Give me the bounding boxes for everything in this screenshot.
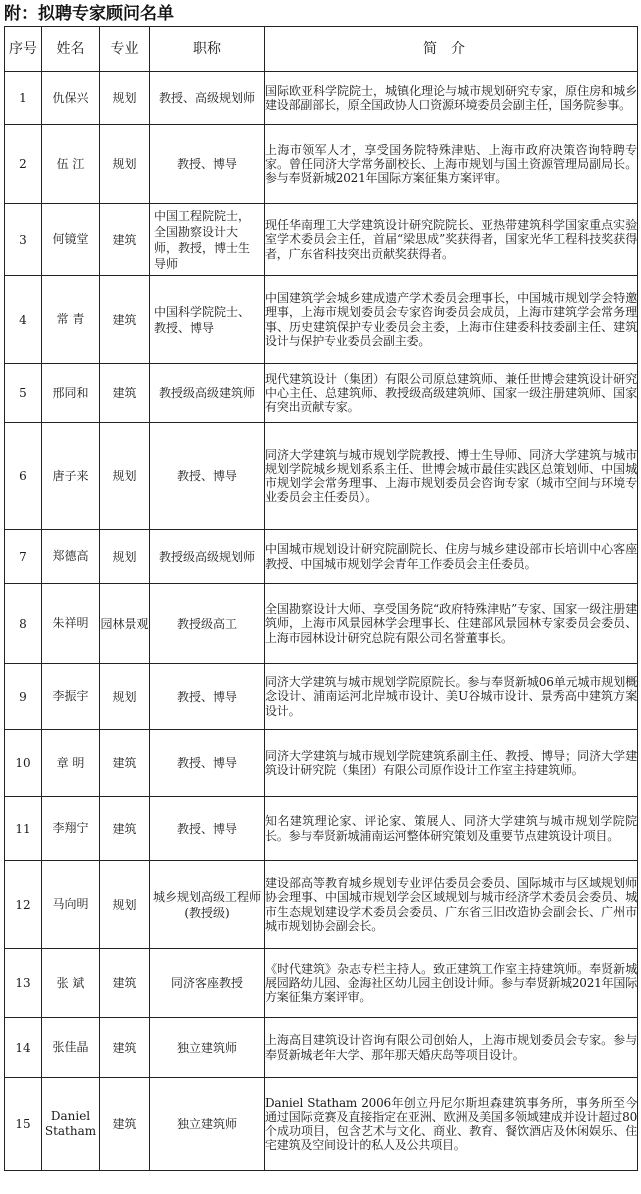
row-major: 建筑: [100, 797, 150, 861]
row-no: 15: [5, 1078, 42, 1171]
row-no: 1: [5, 72, 42, 125]
row-name: 朱祥明: [42, 584, 100, 664]
row-major: 建筑: [100, 1018, 150, 1078]
row-name: 仇保兴: [42, 72, 100, 125]
row-bio: 建设部高等教育城乡规划专业评估委员会委员、国际城市与区域规划师协会理事、中国城市规划学会区域规划与城市经济学术委员会委员、城市生态规划建设学术委员会委员、广东省三旧改造协会副会长、广州市城市规划协会副会长。: [265, 861, 638, 949]
row-title: 教授、博导: [150, 664, 265, 730]
row-name: 章 明: [42, 730, 100, 797]
row-name: 李翔宁: [42, 797, 100, 861]
row-major: 建筑: [100, 730, 150, 797]
table-row: [5, 72, 638, 125]
row-name: 伍 江: [42, 125, 100, 204]
row-title: 教授、高级规划师: [150, 72, 265, 125]
row-no: 6: [5, 423, 42, 530]
row-major: 规划: [100, 664, 150, 730]
row-major: 规划: [100, 125, 150, 204]
table-row: [5, 664, 638, 730]
table-header-row: [5, 27, 638, 72]
row-bio: 知名建筑理论家、评论家、策展人、同济大学建筑与城市规划学院院长。参与奉贤新城浦南运河整体研究策划及重要节点建筑设计项目。: [265, 797, 638, 861]
row-title: 独立建筑师: [150, 1078, 265, 1171]
header-name: 姓名: [42, 27, 100, 72]
row-name: 张佳晶: [42, 1018, 100, 1078]
row-bio: 国际欧亚科学院院士，城镇化理论与城市规划研究专家，原住房和城乡建设部副部长，原全国政协人口资源环境委员会副主任，国务院参事。: [265, 72, 638, 125]
row-title: 城乡规划高级工程师(教授级): [150, 861, 265, 949]
table-row: [5, 949, 638, 1018]
row-major: 建筑: [100, 949, 150, 1018]
header-bio: 简介: [265, 27, 638, 72]
row-major: 规划: [100, 861, 150, 949]
row-major: 规划: [100, 72, 150, 125]
row-name: Daniel Statham: [42, 1078, 100, 1171]
row-no: 2: [5, 125, 42, 204]
row-major: 建筑: [100, 364, 150, 423]
table-row: [5, 125, 638, 204]
table-row: [5, 797, 638, 861]
row-title: 中国工程院院士，全国勘察设计大师，教授，博士生导师: [150, 204, 265, 276]
row-title: 独立建筑师: [150, 1018, 265, 1078]
table-row: [5, 1018, 638, 1078]
table-row: [5, 730, 638, 797]
row-title: 教授级高级建筑师: [150, 364, 265, 423]
table-row: [5, 861, 638, 949]
row-name: 李振宇: [42, 664, 100, 730]
row-bio: 上海市领军人才，享受国务院特殊津贴、上海市政府决策咨询特聘专家。曾任同济大学常务副校长、上海市规划与国土资源管理局副局长。参与奉贤新城2021年国际方案征集方案评审。: [265, 125, 638, 204]
row-bio: 同济大学建筑与城市规划学院教授、博士生导师、同济大学建筑与城市规划学院城乡规划系系主任、世博会城市最佳实践区总策划师、中国城市规划学会常务理事、上海市规划委员会咨询专家（城市空间与环境专业委员会主任委员）。: [265, 423, 638, 530]
row-no: 7: [5, 530, 42, 584]
row-no: 10: [5, 730, 42, 797]
row-major: 建筑: [100, 276, 150, 364]
row-title: 同济客座教授: [150, 949, 265, 1018]
row-no: 13: [5, 949, 42, 1018]
row-title: 中国科学院院士、教授、博导: [150, 276, 265, 364]
row-no: 11: [5, 797, 42, 861]
table-row: [5, 364, 638, 423]
row-no: 3: [5, 204, 42, 276]
row-bio: 同济大学建筑与城市规划学院原院长。参与奉贤新城06单元城市规划概念设计、浦南运河北岸城市设计、美U谷城市设计、景秀高中建筑方案设计。: [265, 664, 638, 730]
row-bio: 中国建筑学会城乡建成遗产学术委员会理事长，中国城市规划学会特邀理事，上海市规划委员会专家咨询委员会成员，上海市建筑学会常务理事、历史建筑保护专业委员会主委，上海市住建委科技委副主任、建筑设计与保护专业委员会副主委。: [265, 276, 638, 364]
row-no: 8: [5, 584, 42, 664]
row-major: 建筑: [100, 1078, 150, 1171]
table-row: [5, 276, 638, 364]
row-major: 园林景观: [100, 584, 150, 664]
row-title: 教授、博导: [150, 730, 265, 797]
table-row: [5, 1078, 638, 1171]
row-major: 建筑: [100, 204, 150, 276]
row-bio: 上海高目建筑设计咨询有限公司创始人，上海市规划委员会专家。参与奉贤新城老年大学、那年那天婚庆岛等项目设计。: [265, 1018, 638, 1078]
row-bio: 全国勘察设计大师、享受国务院“政府特殊津贴”专家、国家一级注册建筑师，上海市风景园林学会理事长、住建部风景园林专家委员会委员、上海市园林设计研究总院有限公司名誉董事长。: [265, 584, 638, 664]
row-no: 14: [5, 1018, 42, 1078]
row-bio: 中国城市规划设计研究院副院长、住房与城乡建设部市长培训中心客座教授、中国城市规划学会青年工作委员会主任委员。: [265, 530, 638, 584]
header-no: 序号: [5, 27, 42, 72]
table-row: [5, 204, 638, 276]
row-title: 教授、博导: [150, 125, 265, 204]
row-no: 4: [5, 276, 42, 364]
row-no: 5: [5, 364, 42, 423]
row-title: 教授、博导: [150, 423, 265, 530]
row-bio: 现代建筑设计（集团）有限公司原总建筑师、兼任世博会建筑设计研究中心主任、总建筑师、教授级高级建筑师、国家一级注册建筑师、国家有突出贡献专家。: [265, 364, 638, 423]
row-no: 12: [5, 861, 42, 949]
row-name: 郑德高: [42, 530, 100, 584]
experts-table: [4, 26, 638, 1171]
header-major: 专业: [100, 27, 150, 72]
row-name: 唐子来: [42, 423, 100, 530]
row-bio: 同济大学建筑与城市规划学院建筑系副主任、教授、博导；同济大学建筑设计研究院（集团）有限公司原作设计工作室主持建筑师。: [265, 730, 638, 797]
row-name: 马向明: [42, 861, 100, 949]
row-name: 何镜堂: [42, 204, 100, 276]
row-title: 教授级高级规划师: [150, 530, 265, 584]
row-bio: 《时代建筑》杂志专栏主持人。致正建筑工作室主持建筑师。奉贤新城展园路幼儿园、金海社区幼儿园主创设计师。参与奉贤新城2021年国际方案征集方案评审。: [265, 949, 638, 1018]
row-major: 规划: [100, 423, 150, 530]
header-title: 职称: [150, 27, 265, 72]
row-title: 教授级高工: [150, 584, 265, 664]
row-no: 9: [5, 664, 42, 730]
row-bio: Daniel Statham 2006年创立丹尼尔斯坦森建筑事务所，事务所至今通过国际竞赛及直接指定在亚洲、欧洲及美国多领域建成并设计超过80个成功项目，包含艺术与文化、商业、教育、餐饮酒店及休闲娱乐、住宅建筑及空间设计的私人及公共项目。: [265, 1078, 638, 1171]
page-title: 附：拟聘专家顾问名单: [4, 4, 174, 24]
row-name: 邢同和: [42, 364, 100, 423]
row-name: 常 青: [42, 276, 100, 364]
row-title: 教授、博导: [150, 797, 265, 861]
table-row: [5, 584, 638, 664]
table-row: [5, 530, 638, 584]
row-name: 张 斌: [42, 949, 100, 1018]
table-row: [5, 423, 638, 530]
row-major: 规划: [100, 530, 150, 584]
row-bio: 现任华南理工大学建筑设计研究院院长、亚热带建筑科学国家重点实验室学术委员会主任，首届“梁思成”奖获得者，国家光华工程科技奖获得者，广东省科技突出贡献奖获得者。: [265, 204, 638, 276]
